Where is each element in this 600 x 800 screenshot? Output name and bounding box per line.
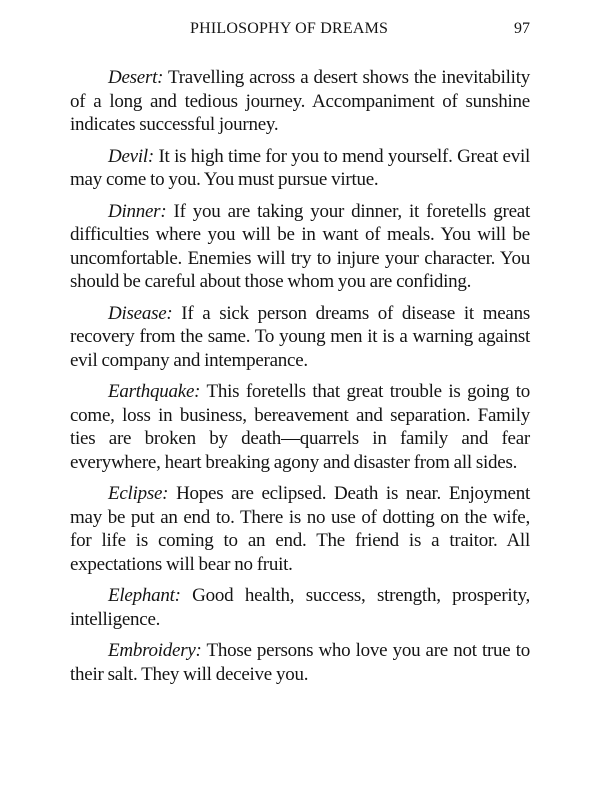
entry-term: Eclipse: bbox=[108, 483, 169, 504]
entry-term: Devil: bbox=[108, 145, 154, 167]
entry-term: Dinner: bbox=[108, 200, 167, 222]
entry-term: Disease: bbox=[108, 302, 173, 324]
entry-text: It is high time for you to mend yourself. Great evil may come to you. You must pursue virtue. bbox=[70, 145, 531, 190]
entry-earthquake bbox=[70, 380, 530, 474]
entry-text: This foretells that great trouble is going to come, loss in business, bereavement and separation. Family ties are broken by death—quarrels in family and fear everywhere, heart breaking agony and disaster from all sides. bbox=[70, 381, 530, 473]
entry-term: Earthquake: bbox=[108, 381, 201, 402]
entry-term: Embroidery: bbox=[108, 640, 202, 661]
running-head bbox=[70, 20, 530, 44]
entry-term: Desert: bbox=[108, 67, 164, 88]
entry-elephant bbox=[70, 584, 530, 631]
entry-text: Good health, success, strength, prosperity, intelligence. bbox=[70, 585, 530, 630]
entry-eclipse bbox=[70, 482, 530, 576]
entry-embroidery bbox=[70, 639, 530, 686]
page-number: 97 bbox=[514, 20, 530, 37]
entry-term: Elephant: bbox=[108, 585, 181, 606]
entry-dinner bbox=[70, 200, 530, 294]
dream-entries bbox=[70, 66, 530, 694]
entry-text: Those persons who love you are not true to their salt. They will deceive you. bbox=[70, 640, 530, 685]
entry-desert bbox=[70, 66, 530, 137]
entry-disease bbox=[70, 302, 530, 373]
entry-text: If you are taking your dinner, it foretells great difficulties where you will be in want of meals. You will be uncomfortable. Enemies will try to injure your character. You should be careful about those whom you are confiding. bbox=[70, 200, 531, 292]
entry-text: Travelling across a desert shows the inevitability of a long and tedious journey. Accompaniment of sunshine indicates successful journey. bbox=[70, 67, 530, 135]
entry-devil bbox=[70, 145, 530, 192]
entry-text: If a sick person dreams of disease it means recovery from the same. To young men it is a warning against evil company and intemperance. bbox=[70, 302, 530, 371]
running-title: PHILOSOPHY OF DREAMS bbox=[190, 20, 389, 37]
entry-text: Hopes are eclipsed. Death is near. Enjoyment may be put an end to. There is no use of dotting on the wife, for life is coming to an end. The friend is a traitor. All expectations will bear no fruit. bbox=[70, 483, 530, 575]
